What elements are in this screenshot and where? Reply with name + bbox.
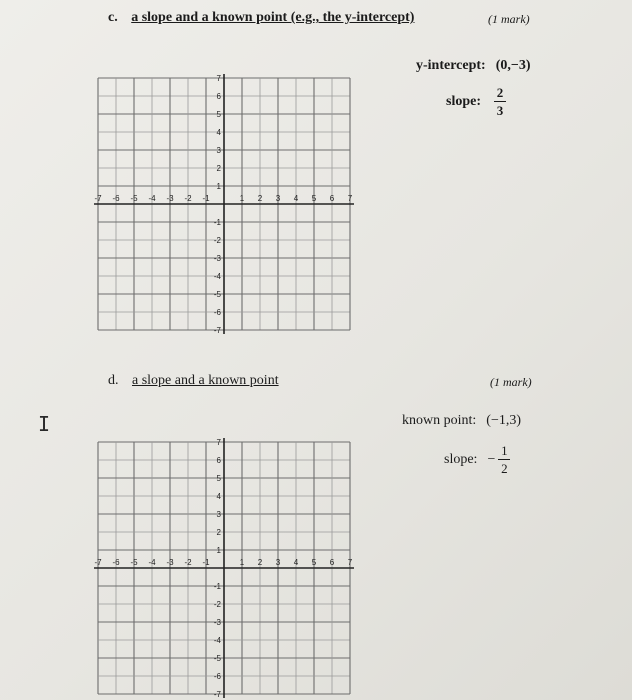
part-d-slope-numerator: 1 <box>501 443 508 458</box>
y-tick-label: -2 <box>213 236 221 245</box>
x-tick-label: 3 <box>275 558 281 567</box>
x-tick-label: 2 <box>257 558 263 567</box>
x-tick-label: -6 <box>112 194 120 203</box>
part-c-point-value: (0,−3) <box>495 58 531 73</box>
y-tick-label: -1 <box>213 218 221 227</box>
text-cursor-icon: I <box>38 412 51 436</box>
x-tick-label: -3 <box>166 194 174 203</box>
part-d-slope-sign: − <box>487 451 496 467</box>
x-tick-label: 4 <box>293 194 299 203</box>
part-d-marks: (1 mark) <box>490 375 532 389</box>
x-tick-label: -4 <box>148 194 156 203</box>
part-c-letter: c. <box>108 10 118 25</box>
x-tick-label: -6 <box>112 558 120 567</box>
part-c-slope-denominator: 3 <box>496 103 504 118</box>
part-d-point-label: known point: <box>402 413 477 428</box>
y-tick-label: 5 <box>216 110 221 119</box>
y-tick-label: 3 <box>216 146 221 155</box>
part-d-slope-denominator: 2 <box>501 461 508 476</box>
y-tick-label: 2 <box>216 164 221 173</box>
x-tick-label: -1 <box>202 194 210 203</box>
y-tick-label: -4 <box>213 636 221 645</box>
part-d-letter: d. <box>108 373 119 388</box>
part-c-heading <box>108 10 414 26</box>
x-tick-label: 7 <box>347 194 353 203</box>
y-tick-label: -7 <box>213 690 221 699</box>
x-tick-label: -2 <box>184 194 192 203</box>
part-d-heading <box>108 373 279 389</box>
y-tick-label: -6 <box>213 308 221 317</box>
y-tick-label: 5 <box>216 474 221 483</box>
part-c-point <box>416 58 531 74</box>
y-tick-label: 1 <box>216 182 221 191</box>
y-tick-label: 2 <box>216 528 221 537</box>
part-c-marks: (1 mark) <box>488 12 530 26</box>
x-tick-label: 4 <box>293 558 299 567</box>
x-tick-label: 1 <box>239 558 245 567</box>
y-tick-label: -6 <box>213 672 221 681</box>
part-d-title: a slope and a known point <box>132 373 279 388</box>
y-tick-label: 1 <box>216 546 221 555</box>
y-tick-label: -3 <box>213 618 221 627</box>
y-tick-label: 3 <box>216 510 221 519</box>
x-tick-label: 1 <box>239 194 245 203</box>
part-d-slope-fraction <box>498 444 510 475</box>
x-tick-label: -4 <box>148 558 156 567</box>
x-tick-label: -5 <box>130 194 138 203</box>
x-tick-label: 3 <box>275 194 281 203</box>
y-tick-label: 6 <box>216 456 221 465</box>
fraction-bar <box>498 459 510 460</box>
part-c-point-label: y-intercept: <box>416 58 486 73</box>
x-tick-label: 6 <box>329 558 335 567</box>
y-tick-label: -1 <box>213 582 221 591</box>
part-c-coordinate-grid[interactable] <box>90 70 362 342</box>
fraction-bar <box>494 101 506 102</box>
x-tick-label: 7 <box>347 558 353 567</box>
y-tick-label: -4 <box>213 272 221 281</box>
x-tick-label: 5 <box>311 194 317 203</box>
y-tick-label: -5 <box>213 654 221 663</box>
part-d-point-value: (−1,3) <box>486 413 522 428</box>
x-tick-label: 2 <box>257 194 263 203</box>
y-tick-label: 7 <box>216 74 221 83</box>
y-tick-label: -3 <box>213 254 221 263</box>
x-tick-label: -1 <box>202 558 210 567</box>
part-d-coordinate-grid[interactable] <box>90 434 362 700</box>
y-tick-label: -5 <box>213 290 221 299</box>
part-d-slope-label: slope: <box>444 451 478 467</box>
part-d-point <box>402 413 521 429</box>
y-tick-label: 4 <box>216 128 221 137</box>
x-tick-label: 6 <box>329 194 335 203</box>
y-tick-label: 4 <box>216 492 221 501</box>
part-c-slope-numerator: 2 <box>496 85 504 100</box>
part-c-slope-label: slope: <box>446 93 481 109</box>
part-c-slope <box>446 86 506 117</box>
x-tick-label: -7 <box>94 558 102 567</box>
x-tick-label: -5 <box>130 558 138 567</box>
x-tick-label: -2 <box>184 558 192 567</box>
x-tick-label: 5 <box>311 558 317 567</box>
part-c-slope-fraction <box>494 86 506 117</box>
y-tick-label: -7 <box>213 326 221 335</box>
part-d-slope <box>444 444 510 475</box>
x-tick-label: -3 <box>166 558 174 567</box>
y-tick-label: 7 <box>216 438 221 447</box>
y-tick-label: 6 <box>216 92 221 101</box>
x-tick-label: -7 <box>94 194 102 203</box>
y-tick-label: -2 <box>213 600 221 609</box>
part-c-title: a slope and a known point (e.g., the y-intercept) <box>131 10 415 25</box>
